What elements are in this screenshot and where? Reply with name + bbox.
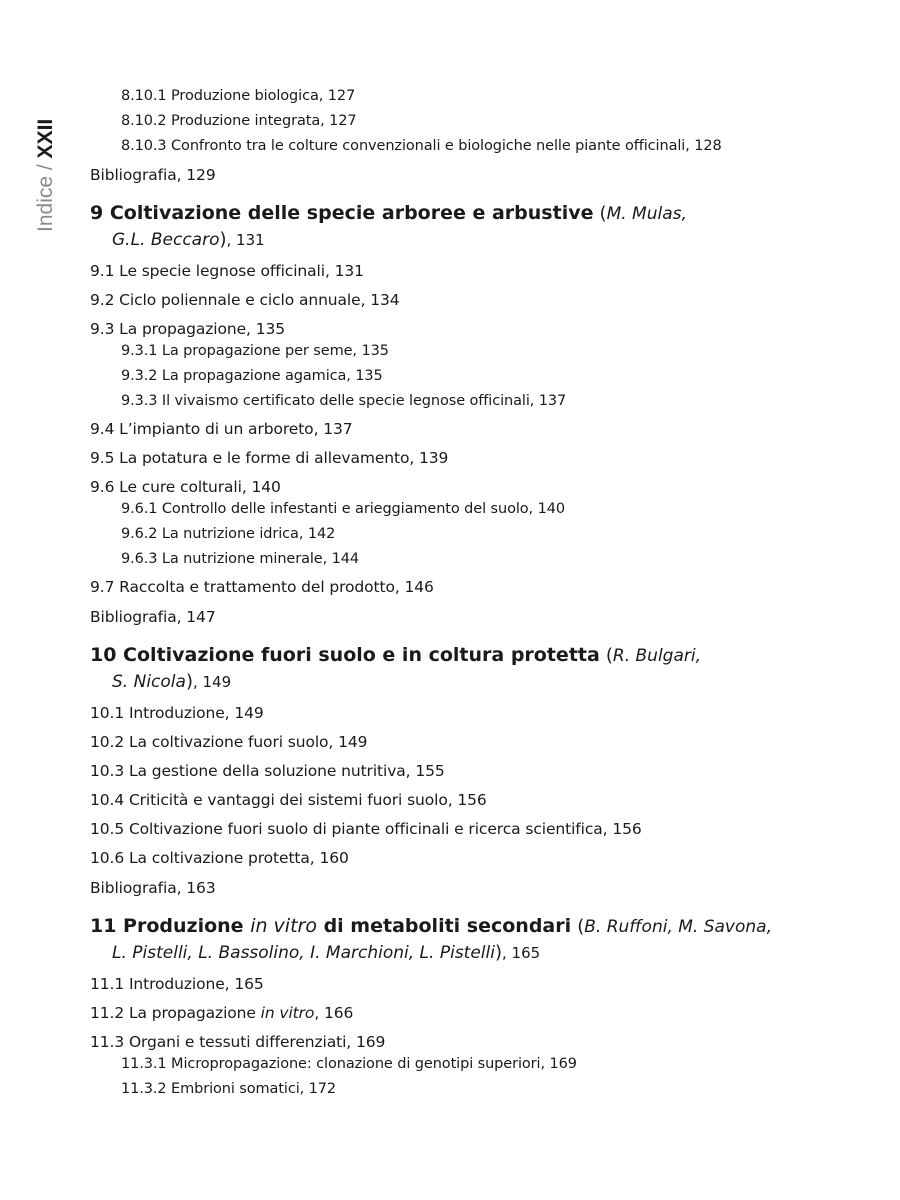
toc-entry: 10.5 Coltivazione fuori suolo di piante officinali e ricerca scientifica, 156 xyxy=(90,820,642,838)
page-number: XXII xyxy=(34,118,57,159)
toc-entry: 11.2 La propagazione in vitro, 166 xyxy=(90,1004,354,1022)
toc-entry: 8.10.2 Produzione integrata, 127 xyxy=(121,113,357,129)
toc-entry: 10.3 La gestione della soluzione nutritiva, 155 xyxy=(90,762,445,780)
chapter-authors: M. Mulas, xyxy=(606,204,687,224)
toc-entry: 11.3 Organi e tessuti differenziati, 169 xyxy=(90,1033,386,1051)
toc-entry: 9.5 La potatura e le forme di allevamento, 139 xyxy=(90,449,449,467)
toc-entry: 9.2 Ciclo poliennale e ciclo annuale, 134 xyxy=(90,291,400,309)
chapter-authors: R. Bulgari, xyxy=(612,646,701,666)
toc-entry: 10.6 La coltivazione protetta, 160 xyxy=(90,849,349,867)
running-head-separator: / xyxy=(34,158,57,176)
toc-entry: 9.6 Le cure colturali, 140 xyxy=(90,478,281,496)
toc-entry: 9.6.2 La nutrizione idrica, 142 xyxy=(121,526,336,542)
toc-entry: 9.3.3 Il vivaismo certificato delle specie legnose officinali, 137 xyxy=(121,393,567,409)
chapter-heading: 9 Coltivazione delle specie arboree e arbustive (M. Mulas, G.L. Beccaro), 131 xyxy=(90,202,687,250)
toc-entry: 11.3.1 Micropropagazione: clonazione di genotipi superiori, 169 xyxy=(121,1056,577,1072)
toc-entry: 9.3 La propagazione, 135 xyxy=(90,320,285,338)
chapter-page: , 149 xyxy=(192,673,232,691)
toc-bibliography: Bibliografia, 147 xyxy=(90,608,216,626)
running-head xyxy=(30,82,62,232)
running-head-word: Indice xyxy=(34,175,57,232)
toc-entry: 8.10.1 Produzione biologica, 127 xyxy=(121,88,356,104)
chapter-heading: 10 Coltivazione fuori suolo e in coltura protetta (R. Bulgari, S. Nicola), 149 xyxy=(90,644,701,692)
toc-entry: 10.2 La coltivazione fuori suolo, 149 xyxy=(90,733,368,751)
chapter-heading: 11 Produzione in vitro di metaboliti secondari (B. Ruffoni, M. Savona, L. Pistelli, L. Bassolino, I. Marchioni, L. Pistelli), 165 xyxy=(90,915,772,963)
toc-entry: 9.6.1 Controllo delle infestanti e arieggiamento del suolo, 140 xyxy=(121,501,565,517)
toc-entry: 9.6.3 La nutrizione minerale, 144 xyxy=(121,551,360,567)
chapter-title: 11 Produzione in vitro di metaboliti secondari xyxy=(90,915,572,937)
toc-entry: 9.3.2 La propagazione agamica, 135 xyxy=(121,368,383,384)
toc-entry: 11.1 Introduzione, 165 xyxy=(90,975,264,993)
toc-entry: 11.3.2 Embrioni somatici, 172 xyxy=(121,1081,337,1097)
chapter-authors: G.L. Beccaro xyxy=(112,230,220,250)
chapter-authors: S. Nicola xyxy=(112,672,186,692)
toc-entry: 10.4 Criticità e vantaggi dei sistemi fuori suolo, 156 xyxy=(90,791,487,809)
toc-bibliography: Bibliografia, 163 xyxy=(90,879,216,897)
toc-entry: 10.1 Introduzione, 149 xyxy=(90,704,264,722)
chapter-authors: B. Ruffoni, M. Savona, xyxy=(584,917,772,937)
toc-entry: 9.7 Raccolta e trattamento del prodotto, 146 xyxy=(90,578,434,596)
chapter-title: 10 Coltivazione fuori suolo e in coltura protetta xyxy=(90,644,600,666)
table-of-contents xyxy=(90,86,820,1100)
toc-bibliography: Bibliografia, 129 xyxy=(90,166,216,184)
chapter-page: , 131 xyxy=(226,231,265,249)
toc-entry: 9.3.1 La propagazione per seme, 135 xyxy=(121,343,389,359)
toc-entry: 9.1 Le specie legnose officinali, 131 xyxy=(90,262,364,280)
chapter-title: 9 Coltivazione delle specie arboree e arbustive xyxy=(90,202,594,224)
toc-entry: 9.4 L’impianto di un arboreto, 137 xyxy=(90,420,353,438)
chapter-authors: L. Pistelli, L. Bassolino, I. Marchioni, L. Pistelli xyxy=(112,943,495,963)
toc-entry: 8.10.3 Confronto tra le colture convenzionali e biologiche nelle piante officinali, 128 xyxy=(121,138,722,154)
chapter-page: , 165 xyxy=(502,944,541,962)
